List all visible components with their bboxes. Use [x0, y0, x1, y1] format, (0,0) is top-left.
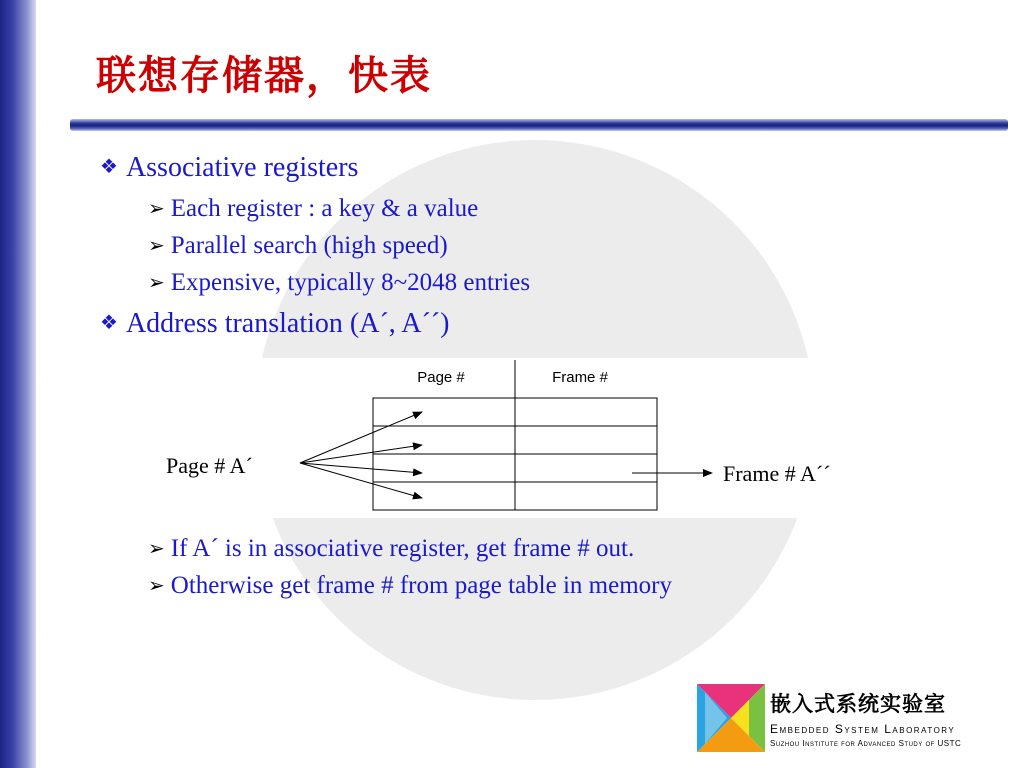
bullet-associative-registers — [100, 152, 358, 184]
left-accent-bar — [0, 0, 36, 768]
bullet-text: Address translation (A´, A´´) — [125, 308, 450, 339]
title-divider — [70, 119, 1008, 131]
subitem-text: Each register : a key & a value — [170, 195, 479, 222]
column-header-page: Page # — [417, 369, 465, 386]
subitem-key-value — [148, 195, 478, 223]
subitem-text: Otherwise get frame # from page table in memory — [170, 572, 672, 599]
subitem-text: Parallel search (high speed) — [170, 232, 448, 259]
lab-name-english: Embedded System Laboratory — [770, 722, 956, 736]
output-frame-label: Frame # A´´ — [723, 461, 831, 486]
arrow-bullet-icon: ➢ — [148, 536, 165, 560]
lab-logo-icon — [697, 684, 765, 752]
arrow-bullet-icon: ➢ — [148, 233, 165, 257]
arrow-bullet-icon: ➢ — [148, 270, 165, 294]
subitem-text: If A´ is in associative register, get frame # out. — [170, 535, 635, 562]
associative-lookup-diagram — [150, 358, 890, 518]
column-header-frame: Frame # — [552, 369, 608, 386]
lab-name-chinese: 嵌入式系统实验室 — [770, 692, 946, 716]
subitem-expensive — [148, 269, 530, 297]
slide-title: 联想存储器，快表 — [96, 53, 432, 99]
subitem-text: Expensive, typically 8~2048 entries — [170, 269, 531, 296]
subitem-parallel-search — [148, 232, 448, 260]
input-page-label: Page # A´ — [166, 453, 253, 478]
subitem-miss — [148, 572, 672, 600]
arrow-bullet-icon: ➢ — [148, 196, 165, 220]
diamond-bullet-icon: ❖ — [100, 154, 118, 178]
bullet-address-translation — [100, 308, 449, 340]
subitem-hit — [148, 535, 634, 563]
arrow-bullet-icon: ➢ — [148, 573, 165, 597]
bullet-text: Associative registers — [125, 152, 359, 183]
diamond-bullet-icon: ❖ — [100, 310, 118, 334]
lab-institute-subtitle: Suzhou Institute for Advanced Study of USTC — [770, 739, 962, 748]
